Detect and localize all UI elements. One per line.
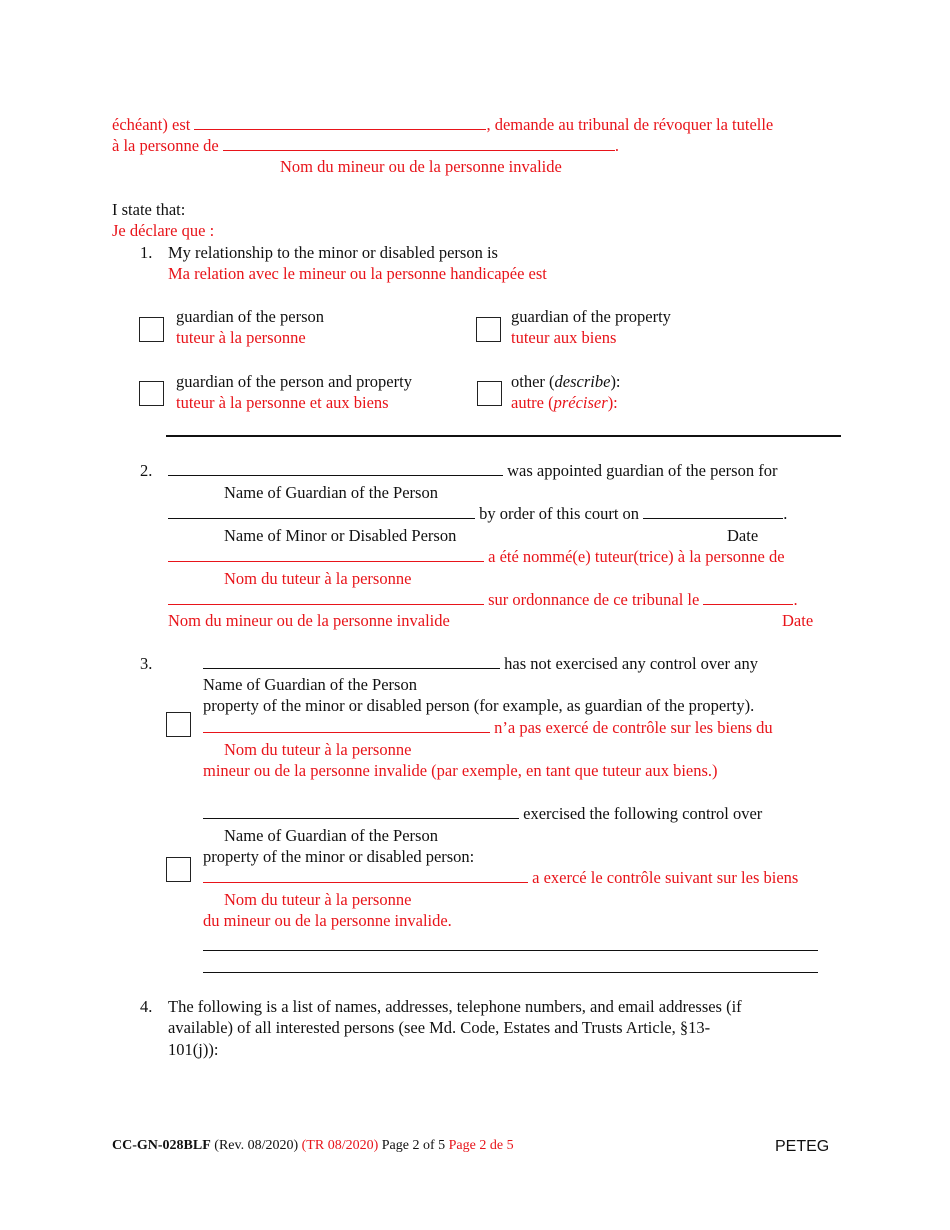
guardian-name-blank[interactable] — [168, 461, 503, 476]
item2-caption2-date: Date — [727, 526, 759, 545]
option-guardian-person-fr: tuteur à la personne — [176, 328, 306, 347]
intro-line-2: à la personne de . — [112, 136, 619, 155]
option-other-fr: autre (préciser): — [511, 393, 618, 412]
item2-caption2: Name of Minor or Disabled Person — [224, 526, 457, 545]
option-other-en: other (describe): — [511, 372, 621, 391]
order-date-blank-fr[interactable] — [703, 590, 793, 605]
intro-line-1: échéant) est , demande au tribunal de révoquer la tutelle — [112, 115, 774, 134]
intro-caption: Nom du mineur ou de la personne invalide — [280, 157, 562, 176]
checkbox-no-control[interactable] — [166, 712, 191, 737]
checkbox-guardian-person-property[interactable] — [139, 381, 164, 406]
control-description-line-1[interactable] — [203, 950, 818, 951]
item2-caption1: Name of Guardian of the Person — [224, 483, 438, 502]
option-guardian-person-en: guardian of the person — [176, 307, 324, 326]
item3a-line3: n’a pas exercé de contrôle sur les biens du — [203, 718, 773, 738]
item3b-line4: du mineur ou de la personne invalide. — [203, 911, 452, 930]
minor-name-blank-fr[interactable] — [168, 590, 484, 605]
item3a-line1: has not exercised any control over any — [203, 654, 758, 674]
item3-number: 3. — [140, 654, 153, 673]
item1-fr: Ma relation avec le mineur ou la personne handicapée est — [168, 264, 547, 283]
item3b-line2: property of the minor or disabled person: — [203, 847, 475, 866]
form-code: PETEG — [775, 1138, 830, 1155]
footer — [112, 1136, 514, 1156]
order-date-blank[interactable] — [643, 504, 783, 519]
page-number-en: Page 2 of 5 — [381, 1138, 446, 1153]
item1-en: My relationship to the minor or disabled person is — [168, 243, 498, 262]
item4-line2: available) of all interested persons (see Md. Code, Estates and Trusts Article, §13- — [168, 1018, 711, 1037]
control-description-line-2[interactable] — [203, 972, 818, 973]
item4-line3: 101(j)): — [168, 1040, 219, 1059]
item1-number: 1. — [140, 243, 153, 262]
guardian-name-blank[interactable] — [203, 804, 519, 819]
statement-en: I state that: — [112, 200, 186, 219]
item3b-caption1: Name of Guardian of the Person — [224, 826, 438, 845]
translation-revision: (TR 08/2020) — [301, 1138, 379, 1153]
guardian-name-blank-fr[interactable] — [168, 547, 484, 562]
guardian-name-blank-fr[interactable] — [203, 868, 528, 883]
guardian-name-blank[interactable] — [203, 654, 500, 669]
option-guardian-property-fr: tuteur aux biens — [511, 328, 617, 347]
form-id: CC-GN-028BLF — [112, 1138, 211, 1153]
item3b-caption3: Nom du tuteur à la personne — [224, 890, 412, 909]
item2-caption3: Nom du tuteur à la personne — [224, 569, 412, 588]
item3a-caption3: Nom du tuteur à la personne — [224, 740, 412, 759]
item2-caption4: Nom du mineur ou de la personne invalide — [168, 611, 450, 630]
item4-number: 4. — [140, 997, 153, 1016]
guardian-name-blank-fr[interactable] — [203, 718, 490, 733]
option-guardian-person-property-en: guardian of the person and property — [176, 372, 412, 391]
option-guardian-person-property-fr: tuteur à la personne et aux biens — [176, 393, 389, 412]
checkbox-guardian-property[interactable] — [476, 317, 501, 342]
option-guardian-property-en: guardian of the property — [511, 307, 671, 326]
item3a-line2: property of the minor or disabled person (for example, as guardian of the property). — [203, 696, 755, 715]
item2-line1: was appointed guardian of the person for — [168, 461, 777, 481]
item2-number: 2. — [140, 461, 153, 480]
item3b-line3: a exercé le contrôle suivant sur les biens — [203, 868, 798, 888]
item2-line3: a été nommé(e) tuteur(trice) à la personne de — [168, 547, 785, 567]
item3a-caption1: Name of Guardian of the Person — [203, 675, 417, 694]
checkbox-other[interactable] — [477, 381, 502, 406]
checkbox-exercised-control[interactable] — [166, 857, 191, 882]
page-number-fr: Page 2 de 5 — [448, 1138, 514, 1153]
checkbox-guardian-person[interactable] — [139, 317, 164, 342]
statement-fr: Je déclare que : — [112, 221, 215, 240]
other-describe-line[interactable] — [166, 435, 841, 437]
minor-name-blank[interactable] — [168, 504, 475, 519]
item3b-line1: exercised the following control over — [203, 804, 762, 824]
item2-line4: sur ordonnance de ce tribunal le . — [168, 590, 798, 610]
item3a-line4: mineur ou de la personne invalide (par exemple, en tant que tuteur aux biens.) — [203, 761, 718, 780]
item4-line1: The following is a list of names, addresses, telephone numbers, and email addresses (if — [168, 997, 742, 1016]
item2-line2: by order of this court on . — [168, 504, 787, 524]
revision: (Rev. 08/2020) — [214, 1138, 299, 1153]
blank-line[interactable] — [194, 115, 486, 130]
item2-caption4-date: Date — [782, 611, 814, 630]
blank-line[interactable] — [223, 136, 615, 151]
